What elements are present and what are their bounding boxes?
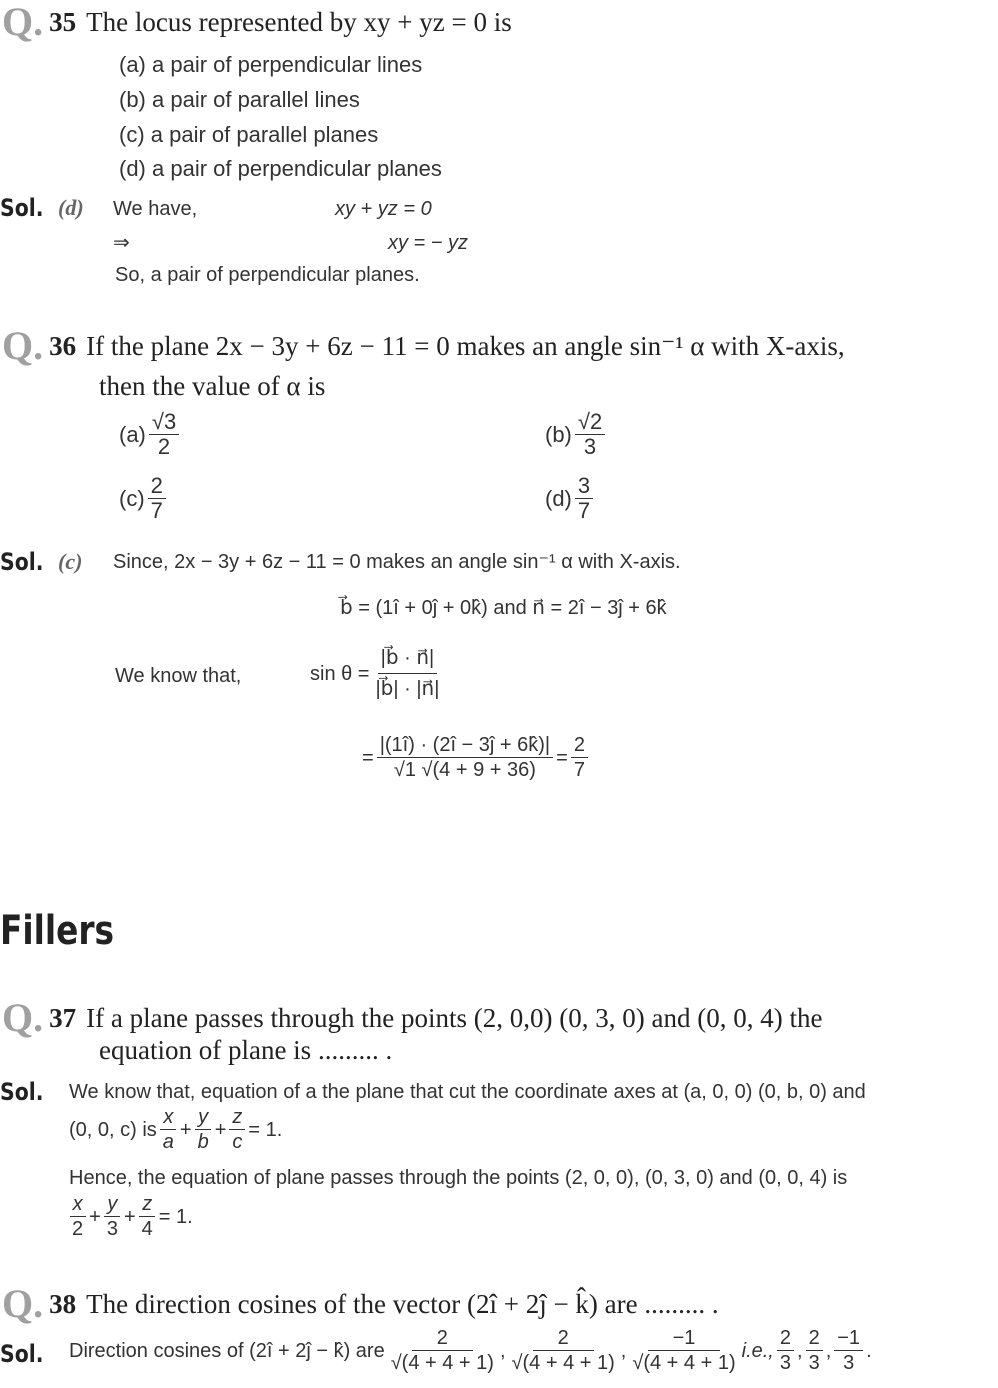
option-d: (d) a pair of perpendicular planes (119, 156, 442, 181)
fraction-denominator: 7 (577, 498, 591, 523)
equals-one: = 1. (248, 1118, 283, 1141)
solution-equation: xy = − yz (388, 232, 469, 254)
fraction-numerator: 2 (777, 1326, 794, 1351)
question-38 (2, 1281, 719, 1326)
solution-label: Sol. (0, 1078, 44, 1106)
solution-text: (0, 0, c) is (69, 1118, 157, 1141)
question-text: The direction cosines of the vector (2î + 2ĵ − k̂) are ......... . (86, 1289, 719, 1319)
fraction-numerator: z (229, 1105, 245, 1130)
solution-label: Sol. (0, 194, 44, 222)
fraction-numerator: 2 (571, 733, 588, 758)
fraction-denominator: 2 (72, 1218, 84, 1240)
option-d (545, 474, 596, 523)
fraction-denominator: 3 (808, 1352, 820, 1374)
option-label: (a) (119, 421, 146, 447)
fraction-numerator: y (195, 1105, 211, 1130)
solution-answer: (d) (58, 195, 84, 220)
comma: , (825, 1339, 832, 1362)
comma: , (620, 1339, 627, 1362)
fraction-denominator: a (162, 1131, 174, 1153)
equals-one: = 1. (158, 1205, 193, 1228)
fraction-numerator: √2 (575, 410, 605, 435)
plus: + (89, 1205, 101, 1228)
fraction-denominator: 7 (573, 759, 585, 781)
solution-label: Sol. (0, 1340, 44, 1368)
question-marker: Q. (2, 1281, 44, 1326)
solution-conclusion: So, a pair of perpendicular planes. (115, 264, 420, 286)
option-label: (b) (545, 421, 572, 447)
question-number: 37 (49, 1002, 77, 1033)
plus: + (179, 1118, 192, 1141)
formula-lhs: sin θ = (310, 662, 370, 685)
fraction-numerator: −1 (648, 1326, 721, 1351)
fraction-numerator: 2 (148, 474, 166, 499)
question-number: 38 (49, 1288, 77, 1319)
equals: = (556, 746, 568, 769)
question-text: equation of plane is ......... . (99, 1035, 393, 1065)
question-marker: Q. (2, 995, 44, 1040)
question-35 (2, 2, 512, 42)
option-b (545, 410, 608, 459)
fraction-denominator: √(4 + 4 + 1) (511, 1352, 615, 1374)
sine-formula (310, 643, 445, 704)
fraction-denominator: 2 (157, 434, 171, 459)
fraction-denominator: 3 (779, 1352, 791, 1374)
fraction-denominator: 4 (141, 1218, 153, 1240)
fraction-numerator: |b⃗ · n⃗| (378, 643, 438, 674)
fraction-denominator: √1 √(4 + 9 + 36) (393, 759, 536, 781)
implies-symbol: ⇒ (113, 232, 130, 254)
solution-text: We know that, equation of a the plane that cut the coordinate axes at (a, 0, 0) (0, b, 0) and (69, 1081, 866, 1103)
equals: = (362, 746, 374, 769)
direction-cosines (69, 1326, 872, 1375)
solution-text: We know that, (115, 665, 242, 687)
option-b: (b) a pair of parallel lines (119, 87, 360, 112)
fraction-numerator: x (70, 1192, 86, 1217)
question-marker: Q. (2, 0, 44, 44)
fraction-numerator: 3 (575, 474, 593, 499)
solution-text: Direction cosines of (2î + 2ĵ − k̂) are (69, 1339, 385, 1362)
fraction-denominator: √(4 + 4 + 1) (390, 1352, 494, 1374)
fraction-numerator: 2 (412, 1326, 473, 1351)
plus: + (123, 1205, 136, 1228)
fraction-numerator: z (139, 1192, 155, 1217)
question-36 (2, 323, 845, 368)
plus: + (214, 1118, 227, 1141)
solution-equation: xy + yz = 0 (335, 198, 432, 220)
question-number: 35 (49, 6, 77, 37)
fraction-denominator: |b⃗| · |n⃗| (375, 678, 440, 700)
option-a: (a) a pair of perpendicular lines (119, 52, 423, 77)
fraction-numerator: |(1î) · (2î − 3ĵ + 6k̂)| (377, 733, 553, 758)
question-text: The locus represented by xy + yz = 0 is (86, 7, 512, 37)
option-a (119, 410, 182, 459)
fraction-numerator: 2 (533, 1326, 594, 1351)
fraction-denominator: 3 (583, 434, 597, 459)
fraction-numerator: x (160, 1105, 176, 1130)
question-number: 36 (49, 330, 77, 361)
fraction-denominator: 7 (150, 498, 163, 523)
option-c (119, 474, 169, 523)
fraction-numerator: √3 (149, 410, 179, 435)
solution-text: Hence, the equation of plane passes through the points (2, 0, 0), (0, 3, 0) and (0, 0, 4) is (69, 1167, 848, 1189)
section-heading: Fillers (0, 908, 115, 954)
option-label: (c) (119, 485, 145, 511)
solution-answer: (c) (58, 549, 83, 574)
question-37 (2, 995, 823, 1040)
fraction-numerator: 2 (806, 1326, 823, 1351)
plane-equation (66, 1192, 193, 1241)
sine-evaluation (362, 733, 591, 782)
fraction-denominator: √(4 + 4 + 1) (632, 1352, 736, 1374)
solution-text: We have, (113, 198, 198, 220)
comma: , (499, 1339, 506, 1362)
question-text: then the value of α is (99, 371, 326, 401)
question-text: If the plane 2x − 3y + 6z − 11 = 0 makes an angle sin⁻¹ α with X-axis, (86, 331, 845, 361)
solution-label: Sol. (0, 548, 44, 576)
intercept-form (69, 1105, 282, 1154)
solution-text: Since, 2x − 3y + 6z − 11 = 0 makes an angle sin⁻¹ α with X-axis. (113, 551, 681, 573)
comma: , (797, 1339, 803, 1362)
solution-vectors: b⃗ = (1î + 0ĵ + 0k̂) and n⃗ = 2î − 3ĵ + 6k̂ (340, 597, 667, 619)
fraction-denominator: 3 (843, 1352, 855, 1374)
fraction-denominator: b (197, 1131, 209, 1153)
fraction-denominator: 3 (106, 1218, 118, 1240)
fraction-denominator: c (232, 1131, 243, 1153)
question-marker: Q. (2, 323, 44, 368)
ie-text: i.e., (741, 1339, 774, 1362)
fraction-numerator: −1 (834, 1326, 863, 1351)
period: . (866, 1339, 872, 1362)
option-c: (c) a pair of parallel planes (119, 122, 379, 147)
option-label: (d) (545, 485, 572, 511)
question-text: If a plane passes through the points (2, 0,0) (0, 3, 0) and (0, 0, 4) the (86, 1003, 823, 1033)
fraction-numerator: y (104, 1192, 120, 1217)
